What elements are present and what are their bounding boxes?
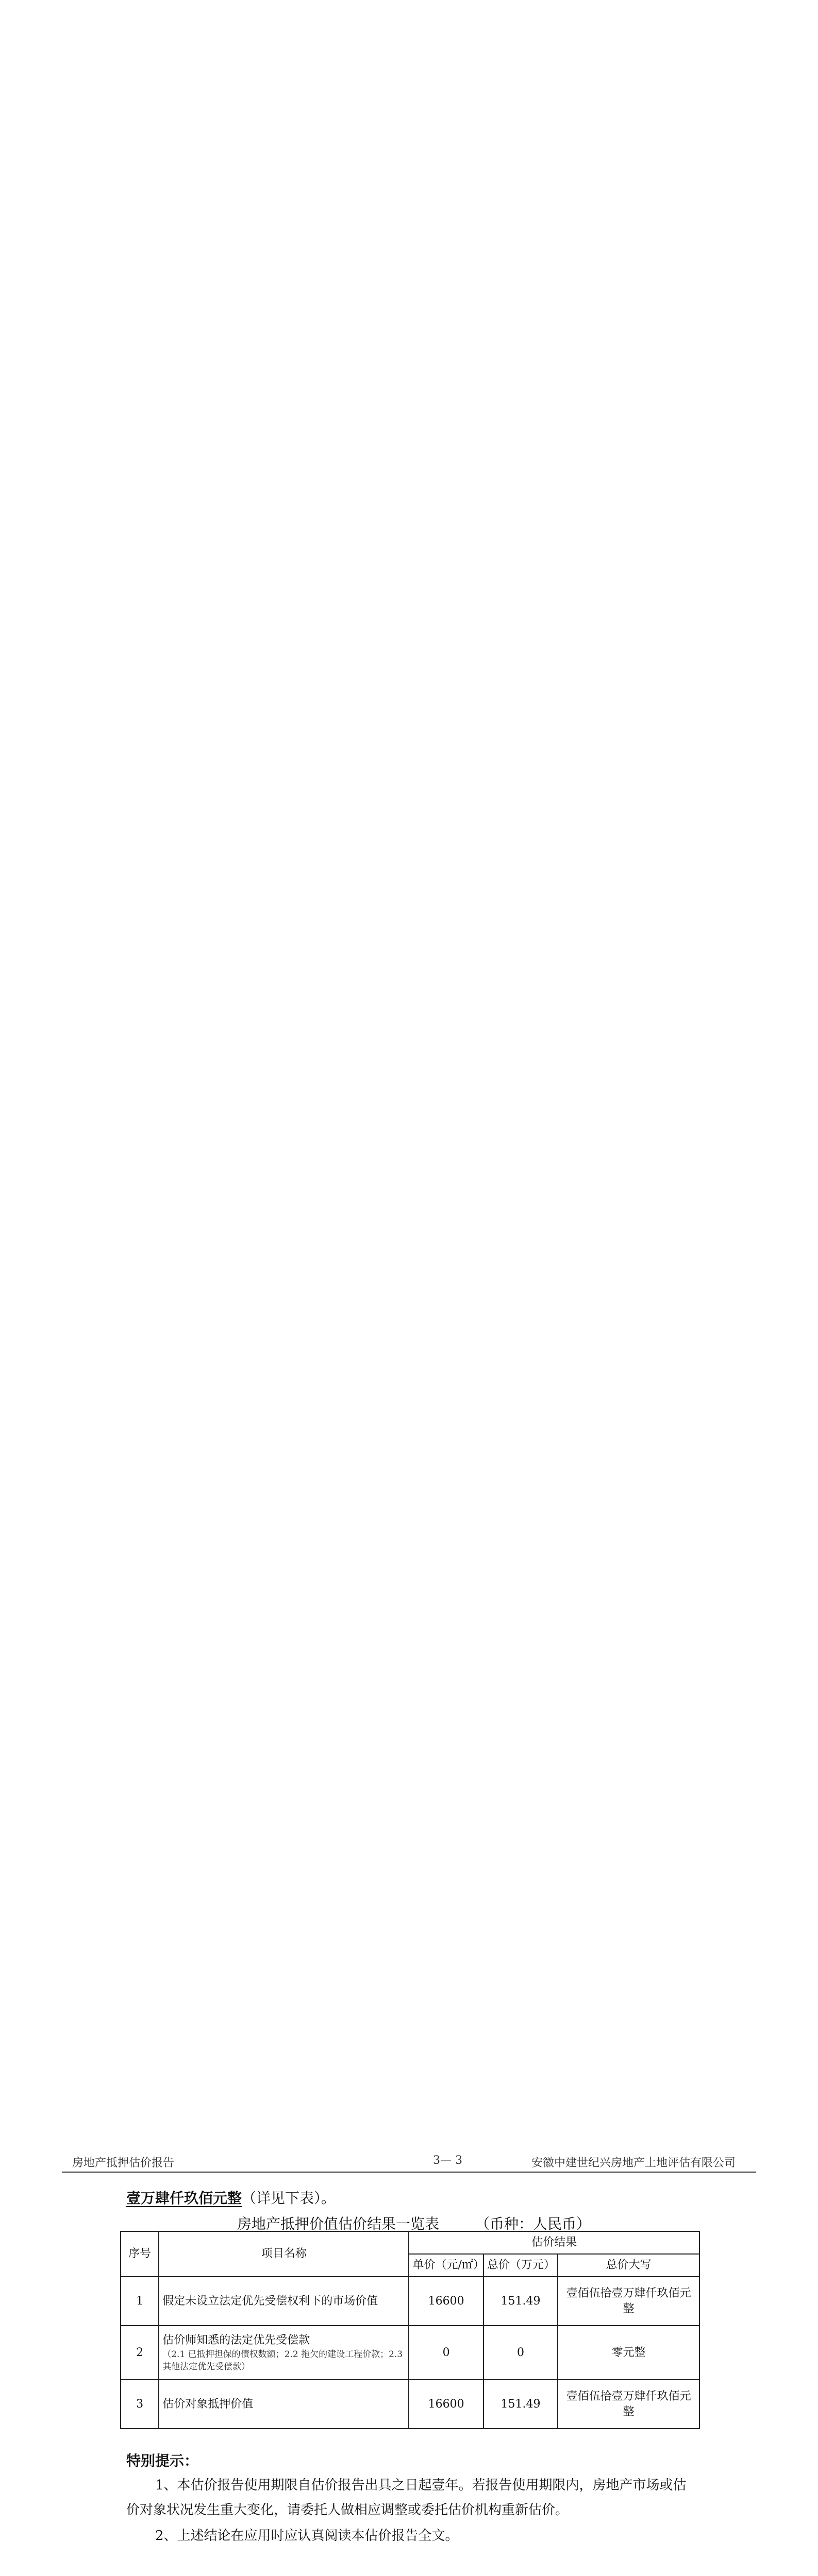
- result-tail: （详见下表）。: [242, 2190, 336, 2207]
- cell-item-sub: （2.1 已抵押担保的债权数额；2.2 拖欠的建设工程价款；2.3 其他法定优先受偿款）: [162, 2349, 403, 2372]
- cell-item: 估价对象抵押价值: [159, 2380, 409, 2429]
- header-page-number: 3— 3: [433, 2154, 462, 2167]
- cell-total: 151.49: [483, 2380, 558, 2429]
- table2-currency: （币种：人民币）: [475, 2215, 591, 2232]
- cell-seq: 3: [121, 2380, 159, 2429]
- table-row: [121, 2277, 699, 2326]
- notes-title: [126, 2447, 698, 2475]
- cell-total: 0: [483, 2326, 558, 2380]
- result-upper-2: 壹万肆仟玖佰元整: [126, 2190, 242, 2207]
- note-1: 1、本估价报告使用期限自估价报告出具之日起壹年。若报告使用期限内，房地产市场或估价对象状况发生重大变化，请委托人做相应调整或委托估价机构重新估价。: [126, 2478, 687, 2518]
- cell-upper: 零元整: [558, 2326, 699, 2380]
- cell-item: [159, 2326, 409, 2380]
- table2-caption: 房地产抵押价值估价结果一览表: [237, 2215, 440, 2232]
- table-header-row: [121, 2231, 699, 2254]
- cell-seq: 2: [121, 2326, 159, 2380]
- cell-upper: 壹佰伍拾壹万肆仟玖佰元整: [558, 2380, 699, 2429]
- table-row: [121, 2380, 699, 2429]
- table-row: [121, 2326, 699, 2380]
- cell-unit: 16600: [409, 2380, 483, 2429]
- th-unit: 单价（元/㎡）: [409, 2254, 483, 2277]
- page-header: [62, 2151, 756, 2173]
- cell-upper: 壹佰伍拾壹万肆仟玖佰元整: [558, 2277, 699, 2326]
- notes-title-text: 特别提示：: [126, 2452, 199, 2469]
- th-result: 估价结果: [409, 2231, 699, 2254]
- note-2: 2、上述结论在应用时应认真阅读本估价报告全文。: [155, 2528, 459, 2544]
- cell-unit: 0: [409, 2326, 483, 2380]
- cell-item-main: 估价师知悉的法定优先受偿款: [162, 2333, 310, 2347]
- th-upper: 总价大写: [558, 2254, 699, 2277]
- cell-item: 假定未设立法定优先受偿权利下的市场价值: [159, 2277, 409, 2326]
- cell-total: 151.49: [483, 2277, 558, 2326]
- th-item: 项目名称: [159, 2231, 409, 2277]
- cell-unit: 16600: [409, 2277, 483, 2326]
- result-table: [120, 2231, 700, 2429]
- header-title: 房地产抵押估价报告: [72, 2157, 175, 2170]
- result-continued: [126, 2184, 698, 2212]
- header-company: 安徽中建世纪兴房地产土地评估有限公司: [531, 2157, 736, 2170]
- th-seq: 序号: [121, 2231, 159, 2277]
- cell-seq: 1: [121, 2277, 159, 2326]
- th-total: 总价（万元）: [483, 2254, 558, 2277]
